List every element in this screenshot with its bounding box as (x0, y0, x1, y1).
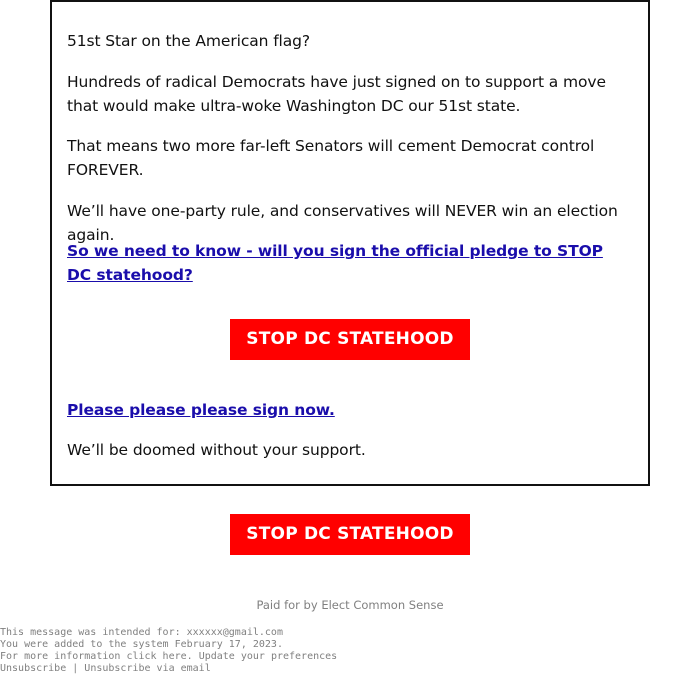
paragraph-doomed: We’ll be doomed without your support. (67, 441, 366, 459)
stop-dc-statehood-button[interactable]: STOP DC STATEHOOD (230, 319, 470, 360)
footer-info-line (0, 651, 337, 663)
footer-intended-line: This message was intended for: xxxxxx@gmail.com (0, 627, 283, 638)
footer-info-separator: . (186, 651, 199, 662)
stop-dc-statehood-button-secondary[interactable]: STOP DC STATEHOOD (230, 514, 470, 555)
footer-separator: | (66, 663, 85, 674)
paragraph-senators: That means two more far-left Senators will cement Democrat control FOREVER. (67, 137, 595, 179)
update-preferences-link[interactable]: Update your preferences (198, 651, 338, 662)
click-here-link[interactable]: click here (126, 651, 187, 662)
footer-unsubscribe-line (0, 663, 337, 675)
sign-now-link[interactable]: Please please please sign now. (67, 401, 335, 419)
email-body-card (50, 0, 650, 486)
email-footer (0, 627, 337, 675)
unsubscribe-via-email-link[interactable]: Unsubscribe via email (84, 663, 211, 674)
paid-for-disclaimer: Paid for by Elect Common Sense (256, 598, 444, 612)
footer-added-line: You were added to the system February 17, 2023. (0, 639, 283, 650)
paragraph-one-party: We’ll have one-party rule, and conservatives will NEVER win an election again. (67, 202, 618, 244)
unsubscribe-link[interactable]: Unsubscribe (0, 663, 67, 674)
footer-info-prefix: For more information (0, 651, 127, 662)
pledge-question-link[interactable]: So we need to know - will you sign the official pledge to STOP DC statehood? (67, 242, 603, 284)
paragraph-democrats: Hundreds of radical Democrats have just signed on to support a move that would make ultra-woke Washington DC our 51st state. (67, 73, 606, 115)
paragraph-intro: 51st Star on the American flag? (67, 32, 311, 50)
